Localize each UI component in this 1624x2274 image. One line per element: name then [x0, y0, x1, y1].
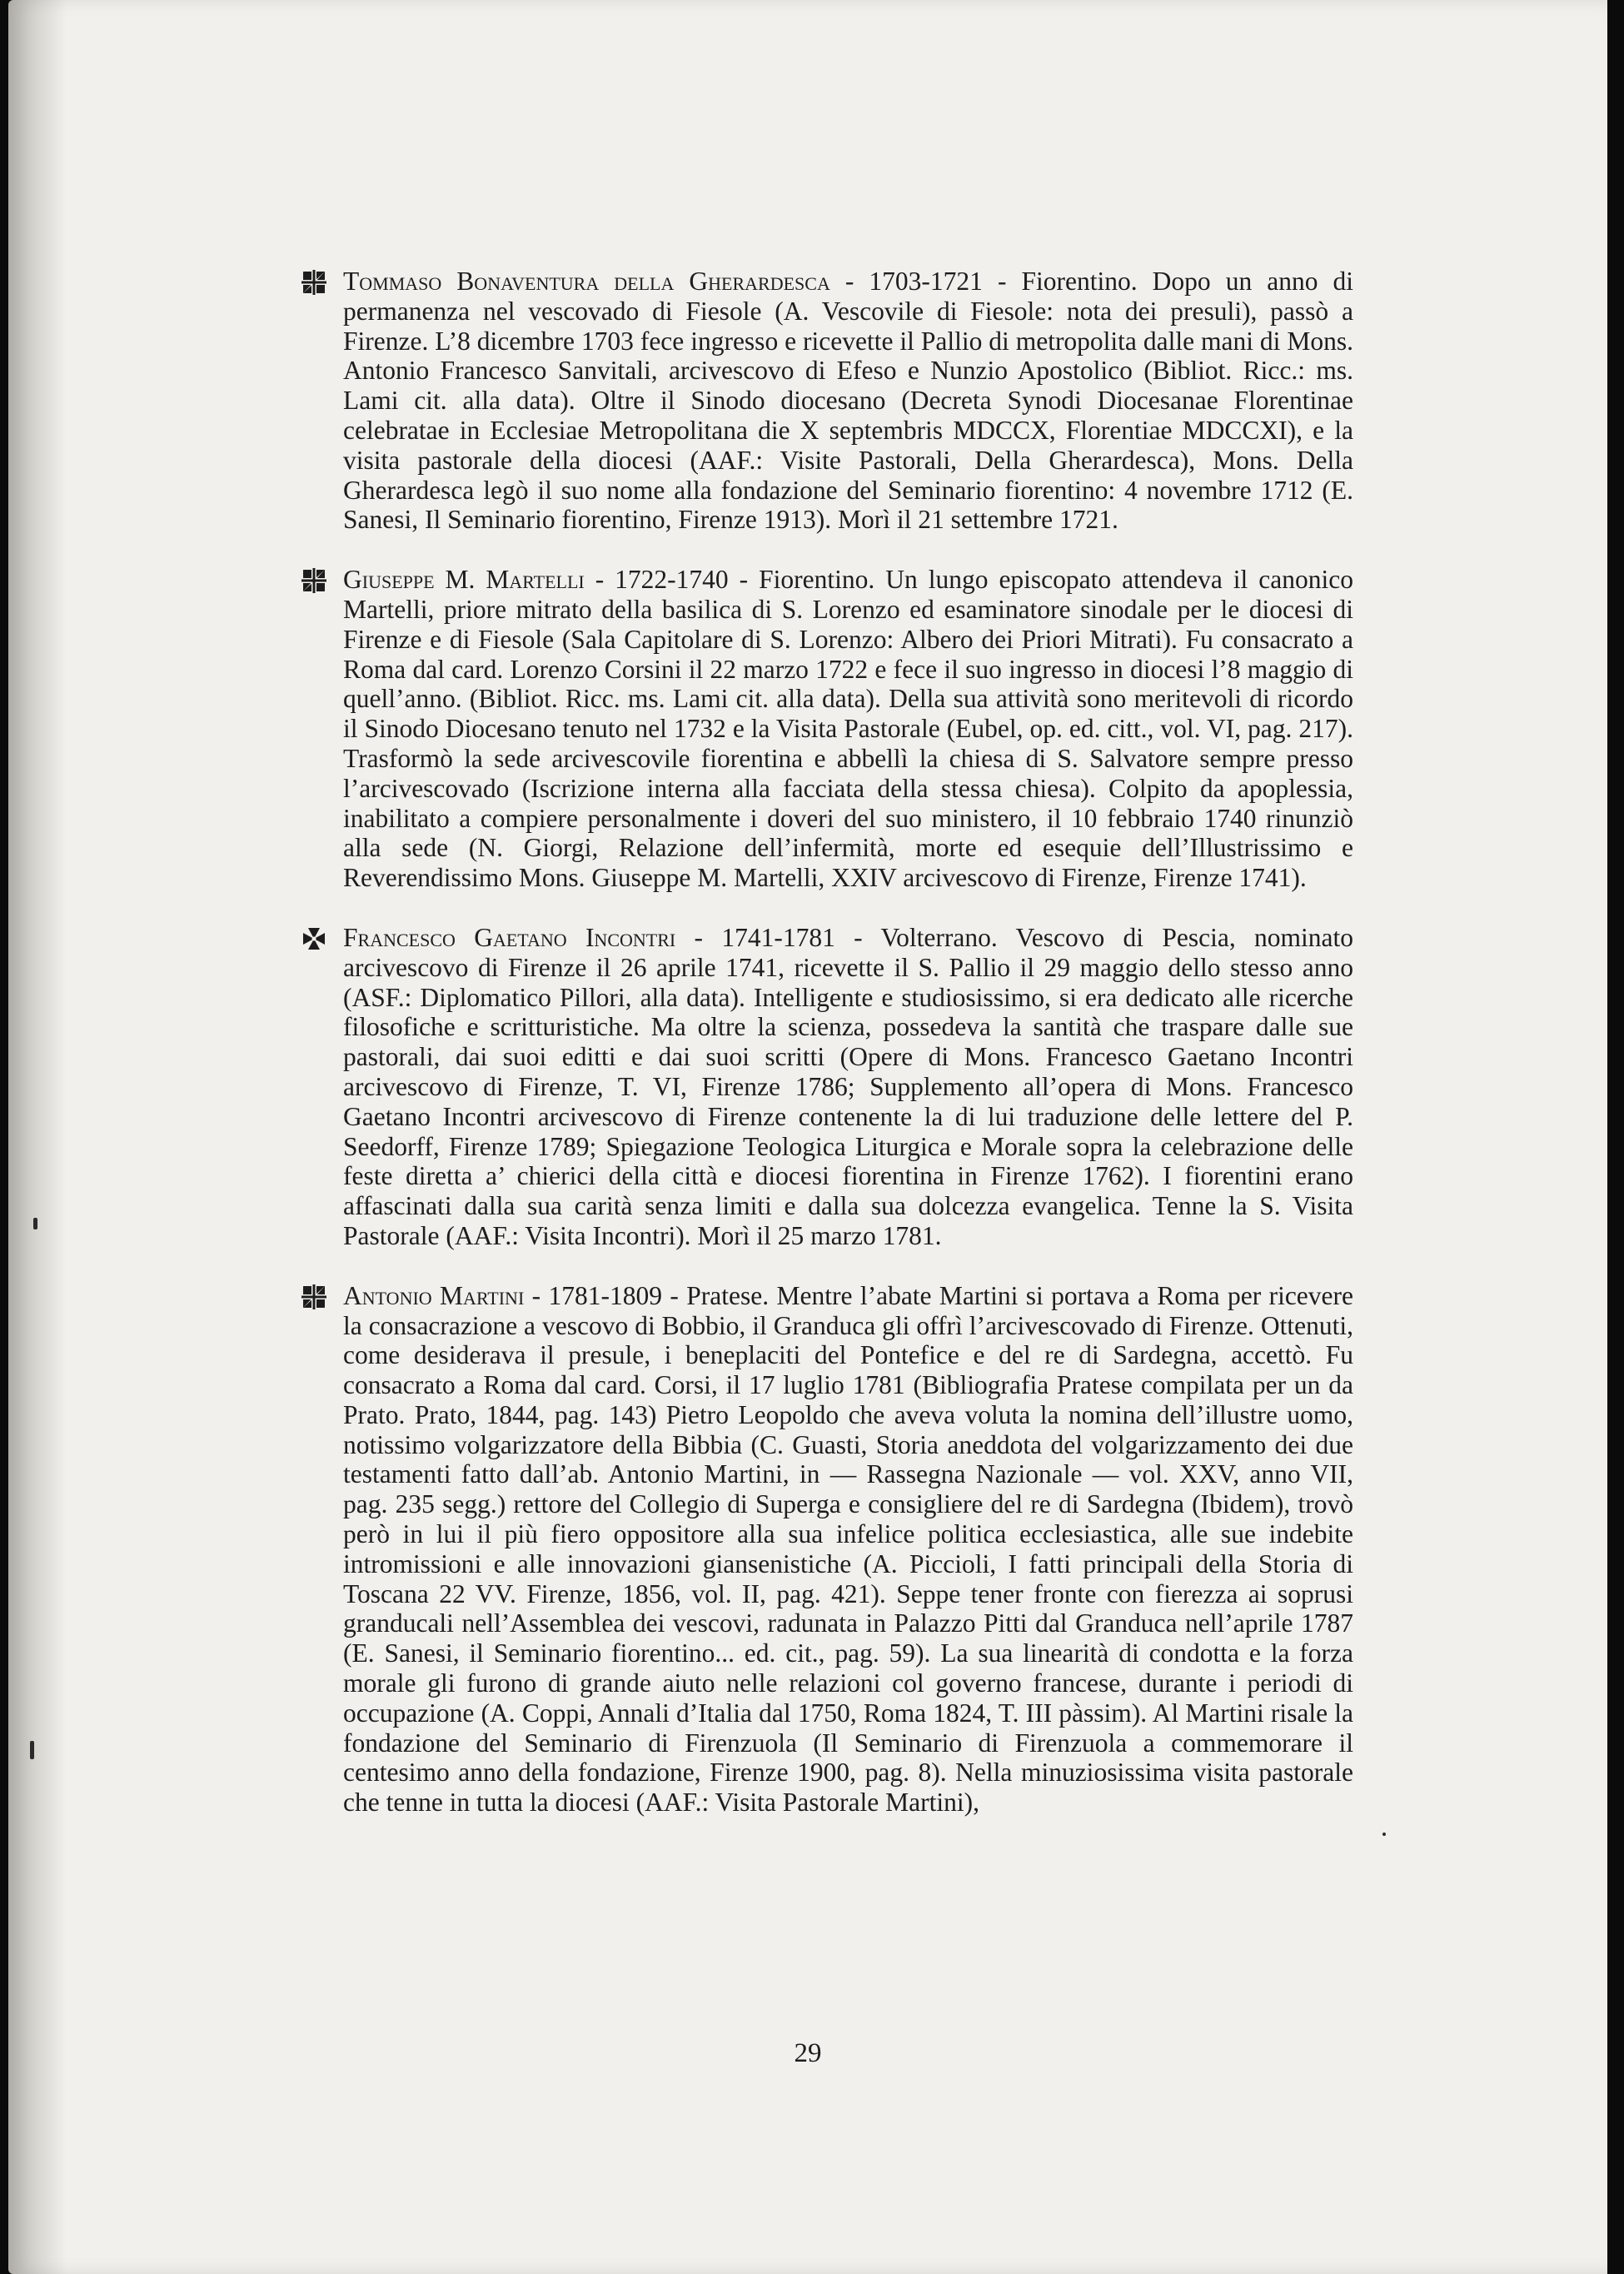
entry-text: Mentre l’abate Martini si portava a Roma per ricevere la consacrazione a vescovo di Bobbio, il Granduca gli offrì l’arcivescovado di Firenze. Ottenuti, come desiderava il presule, i beneplaciti del Pontefice e del re di Sardegna, accettò. Fu consacrato a Roma dal card. Corsi, il 17 luglio 1781 (Bibliografia Pratese compilata per un da Prato. Prato, 1844, pag. 143) Pietro Leopoldo che aveva voluta la nomina dell’illustre uomo, notissimo volgarizzatore della Bibbia (C. Guasti, Storia aneddota del volgarizzamento dei due testamenti fatto dall’ab. Antonio Martini, in — Rassegna Nazionale — vol. XXV, anno VII, pag. 235 segg.) rettore del Collegio di Superga e consigliere del re di Sardegna (Ibidem), trovò però in lui il più fiero oppositore alla sua infelice politica ecclesiastica, alle sue indebite intromissioni e alle innovazioni giansenistiche (A. Piccioli, I fatti principali della Storia di Toscana 22 VV. Firenze, 1856, vol. II, pag. 421). Seppe tener fronte con fierezza ai soprusi granducali nell’Assemblea dei vescovi, radunata in Palazzo Pitti dal Granduca nell’aprile 1787 (E. Sanesi, il Seminario fiorentino... ed. cit., pag. 59). La sua linearità di condotta e la forza morale gli furono di grande aiuto nelle relazioni col governo francese, durante i periodi di occupazione (A. Coppi, Annali d’Italia dal 1750, Roma 1824, T. III pàssim). Al Martini risale la fondazione del Seminario di Firenzuola (Il Seminario di Firenzuola a commemorare il centesimo anno della fondazione, Firenze 1900, pag. 8). Nella minuziosissima visita pastorale che tenne in tutta la diocesi (AAF.: Visita Pastorale Martini),	[343, 1280, 1353, 1818]
bishop-name: Giuseppe M. Martelli	[343, 565, 585, 595]
margin-speck	[33, 1218, 37, 1229]
cross-icon	[300, 1283, 328, 1311]
margin-speck	[1382, 1833, 1386, 1836]
bishop-years: 1703-1721	[869, 267, 983, 296]
entry-text: Vescovo di Pescia, nominato arcivescovo di Firenze il 26 aprile 1741, ricevette il S. Pallio il 29 maggio dello stesso anno (ASF.: Diplomatico Pillori, alla data). Intelligente e studiosissimo, si era dedicato alle ricerche filosofiche e scritturistiche. Ma oltre la scienza, possedeva la santità che traspare dalle sue pastorali, dai suoi editti e dai suoi scritti (Opere di Mons. Francesco Gaetano Incontri arcivescovo di Firenze, T. VI, Firenze 1786; Supplemento all’opera di Mons. Francesco Gaetano Incontri arcivescovo di Firenze contenente la di lui traduzione delle lettere del P. Seedorff, Firenze 1789; Spiegazione Teologica Liturgica e Morale sopra la celebrazione delle feste diretta a’ chierici della città e diocesi fiorentina in Firenze 1762). I fiorentini erano affascinati dalla sua carità senza limiti e dalla sua dolcezza evangelica. Tenne la S. Visita Pastorale (AAF.: Visita Incontri). Morì il 25 marzo 1781.	[343, 922, 1354, 1250]
bishop-years: 1781-1809	[548, 1280, 663, 1310]
bishop-name: Antonio Martini	[343, 1280, 525, 1310]
entry-incontri: Francesco Gaetano Incontri - 1741-1781 - Volterrano. Vescovo di Pescia, nominato arcivescovo di Firenze il 26 aprile 1741, ricevette il S. Pallio il 29 maggio dello stesso anno (ASF.: Diplomatico Pillori, alla data). Intelligente e studiosissimo, si era dedicato alle ricerche filosofiche e scritturistiche. Ma oltre la scienza, possedeva la santità che traspare dalle sue pastorali, dai suoi editti e dai suoi scritti (Opere di Mons. Francesco Gaetano Incontri arcivescovo di Firenze, T. VI, Firenze 1786; Supplemento all’opera di Mons. Francesco Gaetano Incontri arcivescovo di Firenze contenente la di lui traduzione delle lettere del P. Seedorff, Firenze 1789; Spiegazione Teologica Liturgica e Morale sopra la celebrazione delle feste diretta a’ chierici della città e diocesi fiorentina in Firenze 1762). I fiorentini erano affascinati dalla sua carità senza limiti e dalla sua dolcezza evangelica. Tenne la S. Visita Pastorale (AAF.: Visita Incontri). Morì il 25 marzo 1781.	[300, 923, 1353, 1251]
bishop-origin: Volterrano.	[880, 922, 998, 952]
entry-text: Dopo un anno di permanenza nel vescovado di Fiesole (A. Vescovile di Fiesole: nota dei presuli), passò a Firenze. L’8 dicembre 1703 fece ingresso e ricevette il Pallio di metropolita dalle mani di Mons. Antonio Francesco Sanvitali, arcivescovo di Efeso e Nunzio Apostolico (Bibliot. Ricc.: ms. Lami cit. alla data). Oltre il Sinodo diocesano (Decreta Synodi Diocesanae Florentinae celebratae in Ecclesiae Metropolitana die X septembris MDCCX, Florentiae MDCCXI), e la visita pastorale della diocesi (AAF.: Visite Pastorali, Della Gherardesca), Mons. Della Gherardesca legò il suo nome alla fondazione del Seminario fiorentino: 4 novembre 1712 (E. Sanesi, Il Seminario fiorentino, Firenze 1913). Morì il 21 settembre 1721.	[343, 267, 1354, 535]
bishop-name: Tommaso Bonaventura della Gherardesca	[343, 267, 830, 296]
page-number: 29	[794, 2038, 822, 2068]
entry-text: Un lungo episcopato attendeva il canonico Martelli, priore mitrato della basilica di S. Lorenzo ed esaminatore sinodale per le diocesi di Firenze e di Fiesole (Sala Capitolare di S. Lorenzo: Albero dei Priori Mitrati). Fu consacrato a Roma dal card. Lorenzo Corsini il 22 marzo 1722 e fece il suo ingresso in diocesi l’8 maggio di quell’anno. (Bibliot. Ricc. ms. Lami cit. alla data). Della sua attività sono meritevoli di ricordo il Sinodo Diocesano tenuto nel 1732 e la Visita Pastorale (Eubel, op. ed. citt., vol. VI, pag. 217). Trasformò la sede arcivescovile fiorentina e abbellì la chiesa di S. Salvatore sempre presso l’arcivescovado (Iscrizione interna alla facciata della stessa chiesa). Colpito da apoplessia, inabilitato a compiere personalmente i doveri del suo ministero, il 10 febbraio 1740 rinunziò alla sede (N. Giorgi, Relazione dell’infermità, morte ed esequie dell’Illustrissimo e Reverendissimo Mons. Giuseppe M. Martelli, XXIV arcivescovo di Firenze, Firenze 1741).	[343, 565, 1353, 893]
cross-icon	[300, 268, 328, 297]
entry-martelli: Giuseppe M. Martelli - 1722-1740 - Fiorentino. Un lungo episcopato attendeva il canonico Martelli, priore mitrato della basilica di S. Lorenzo ed esaminatore sinodale per le diocesi di Firenze e di Fiesole (Sala Capitolare di S. Lorenzo: Albero dei Priori Mitrati). Fu consacrato a Roma dal card. Lorenzo Corsini il 22 marzo 1722 e fece il suo ingresso in diocesi l’8 maggio di quell’anno. (Bibliot. Ricc. ms. Lami cit. alla data). Della sua attività sono meritevoli di ricordo il Sinodo Diocesano tenuto nel 1732 e la Visita Pastorale (Eubel, op. ed. citt., vol. VI, pag. 217). Trasformò la sede arcivescovile fiorentina e abbellì la chiesa di S. Salvatore sempre presso l’arcivescovado (Iscrizione interna alla facciata della stessa chiesa). Colpito da apoplessia, inabilitato a compiere personalmente i doveri del suo ministero, il 10 febbraio 1740 rinunziò alla sede (N. Giorgi, Relazione dell’infermità, morte ed esequie dell’Illustrissimo e Reverendissimo Mons. Giuseppe M. Martelli, XXIV arcivescovo di Firenze, Firenze 1741).	[300, 565, 1353, 893]
bishop-years: 1722-1740	[615, 565, 729, 595]
bishop-origin: Pratese.	[686, 1280, 770, 1310]
bishop-origin: Fiorentino.	[1021, 267, 1138, 296]
binding-shadow	[8, 0, 67, 2274]
entry-martini: Antonio Martini - 1781-1809 - Pratese. Mentre l’abate Martini si portava a Roma per ricevere la consacrazione a vescovo di Bobbio, il Granduca gli offrì l’arcivescovado di Firenze. Ottenuti, come desiderava il presule, i beneplaciti del Pontefice e del re di Sardegna, accettò. Fu consacrato a Roma dal card. Corsi, il 17 luglio 1781 (Bibliografia Pratese compilata per un da Prato. Prato, 1844, pag. 143) Pietro Leopoldo che aveva voluta la nomina dell’illustre uomo, notissimo volgarizzatore della Bibbia (C. Guasti, Storia aneddota del volgarizzamento dei due testamenti fatto dall’ab. Antonio Martini, in — Rassegna Nazionale — vol. XXV, anno VII, pag. 235 segg.) rettore del Collegio di Superga e consigliere del re di Sardegna (Ibidem), trovò però in lui il più fiero oppositore alla sua infelice politica ecclesiastica, alle sue indebite intromissioni e alle innovazioni giansenistiche (A. Piccioli, I fatti principali della Storia di Toscana 22 VV. Firenze, 1856, vol. II, pag. 421). Seppe tener fronte con fierezza ai soprusi granducali nell’Assemblea dei vescovi, radunata in Palazzo Pitti dal Granduca nell’aprile 1787 (E. Sanesi, il Seminario fiorentino... ed. cit., pag. 59). La sua linearità di condotta e la forza morale gli furono di grande aiuto nelle relazioni col governo francese, durante i periodi di occupazione (A. Coppi, Annali d’Italia dal 1750, Roma 1824, T. III pàssim). Al Martini risale la fondazione del Seminario di Firenzuola (Il Seminario di Firenzuola a commemorare il centesimo anno della fondazione, Firenze 1900, pag. 8). Nella minuziosissima visita pastorale che tenne in tutta la diocesi (AAF.: Visita Pastorale Martini),	[300, 1281, 1353, 1818]
entry-gherardesca: Tommaso Bonaventura della Gherardesca - 1703-1721 - Fiorentino. Dopo un anno di permanenza nel vescovado di Fiesole (A. Vescovile di Fiesole: nota dei presuli), passò a Firenze. L’8 dicembre 1703 fece ingresso e ricevette il Pallio di metropolita dalle mani di Mons. Antonio Francesco Sanvitali, arcivescovo di Efeso e Nunzio Apostolico (Bibliot. Ricc.: ms. Lami cit. alla data). Oltre il Sinodo diocesano (Decreta Synodi Diocesanae Florentinae celebratae in Ecclesiae Metropolitana die X septembris MDCCX, Florentiae MDCCXI), e la visita pastorale della diocesi (AAF.: Visite Pastorali, Della Gherardesca), Mons. Della Gherardesca legò il suo nome alla fondazione del Seminario fiorentino: 4 novembre 1712 (E. Sanesi, Il Seminario fiorentino, Firenze 1913). Morì il 21 settembre 1721.	[300, 267, 1353, 535]
bishop-years: 1741-1781	[721, 922, 835, 952]
page-body	[300, 267, 1353, 1848]
cross-icon	[300, 925, 328, 953]
bishop-name: Francesco Gaetano Incontri	[343, 922, 676, 952]
margin-speck	[30, 1741, 34, 1759]
book-page	[8, 0, 1607, 2274]
bishop-origin: Fiorentino.	[759, 565, 875, 595]
cross-icon	[300, 566, 328, 595]
